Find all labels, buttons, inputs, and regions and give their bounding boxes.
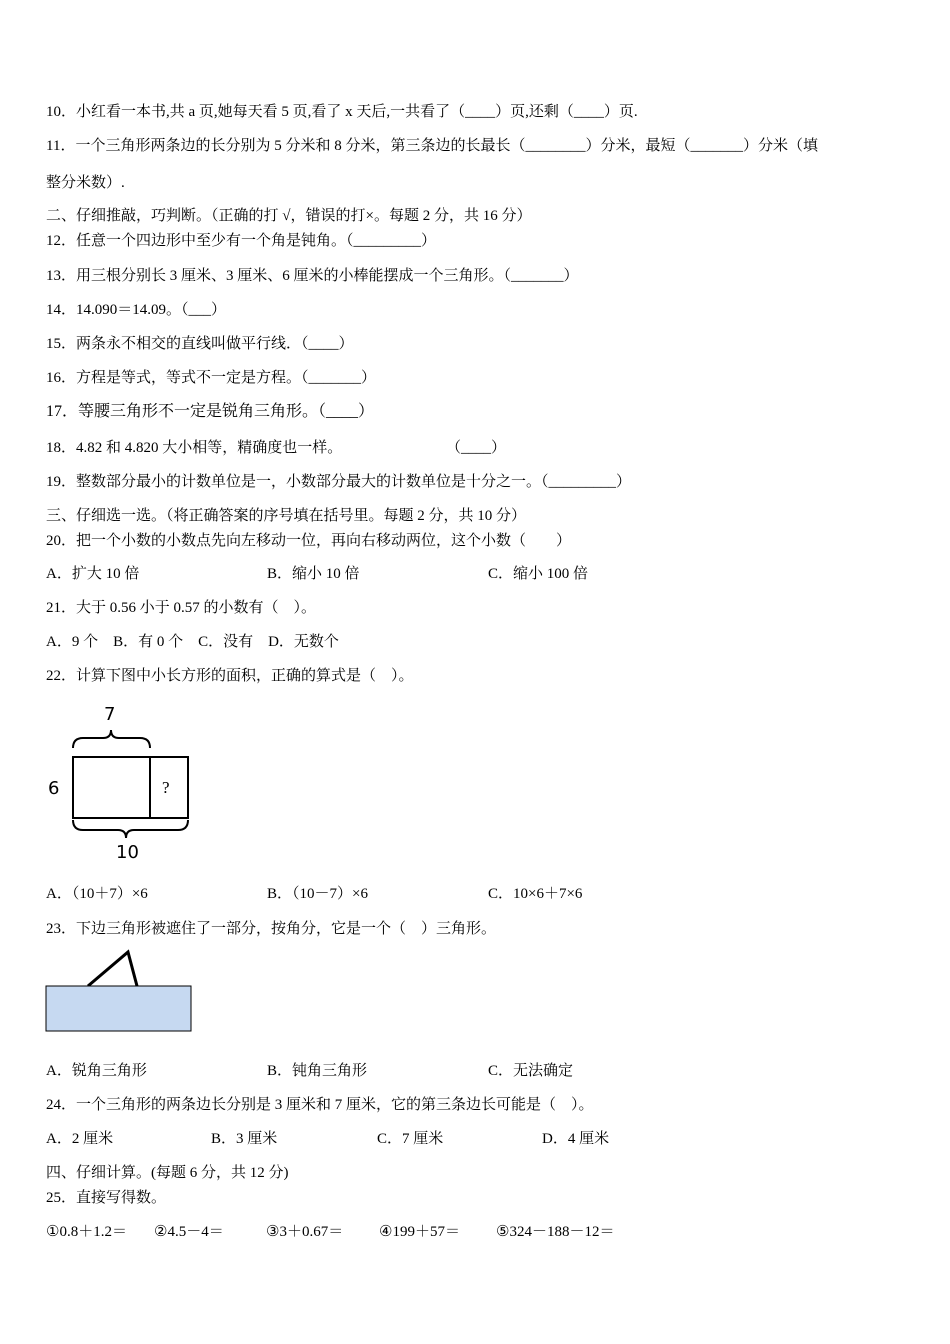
section-4-heading: 四、仔细计算。(每题 6 分，共 12 分) (46, 1165, 289, 1181)
q24-option-b: B．3 厘米 (211, 1131, 278, 1147)
label-top-7: 7 (104, 704, 116, 725)
question-18: 18．4.82 和 4.820 大小相等，精确度也一样。 (46, 440, 343, 456)
top-brace (73, 730, 150, 748)
q23-option-a: A．锐角三角形 (46, 1063, 147, 1079)
question-21: 21．大于 0.56 小于 0.57 的小数有（ ）。 (46, 600, 317, 616)
label-bottom-10: 10 (116, 842, 139, 863)
question-10: 10．小红看一本书,共 a 页,她每天看 5 页,看了 x 天后,一共看了（____）页,还剩（____）页. (46, 104, 638, 120)
q24-option-c: C．7 厘米 (377, 1131, 444, 1147)
q25-item-3: ③3＋0.67＝ (266, 1224, 344, 1240)
question-23: 23．下边三角形被遮住了一部分，按角分，它是一个（ ）三角形。 (46, 921, 497, 937)
question-11-cont: 整分米数）. (46, 175, 125, 191)
label-left-6: 6 (48, 778, 60, 799)
q22-option-c: C．10×6＋7×6 (488, 886, 583, 902)
triangle-tip (88, 952, 137, 986)
question-25: 25．直接写得数。 (46, 1190, 167, 1206)
q23-option-c: C．无法确定 (488, 1063, 574, 1079)
question-16: 16．方程是等式，等式不一定是方程。（_______） (46, 370, 377, 386)
q24-option-a: A．2 厘米 (46, 1131, 114, 1147)
q22-option-b: B．（10－7）×6 (267, 886, 368, 902)
bottom-brace (73, 820, 188, 838)
q21-options: A．9 个 B．有 0 个 C．没有 D．无数个 (46, 634, 339, 650)
q25-item-4: ④199＋57＝ (379, 1224, 460, 1240)
question-22: 22．计算下图中小长方形的面积，正确的算式是（ ）。 (46, 668, 414, 684)
q25-item-2: ②4.5－4＝ (154, 1224, 224, 1240)
q25-item-5: ⑤324－188－12＝ (496, 1224, 615, 1240)
q20-option-a: A．扩大 10 倍 (46, 566, 140, 582)
question-19: 19．整数部分最小的计数单位是一，小数部分最大的计数单位是十分之一。（_________） (46, 474, 632, 490)
big-rectangle (73, 757, 188, 818)
q23-hidden-triangle-figure (40, 945, 200, 1040)
question-13: 13．用三根分别长 3 厘米、3 厘米、6 厘米的小棒能摆成一个三角形。（_______） (46, 268, 579, 284)
q25-item-1: ①0.8＋1.2＝ (46, 1224, 127, 1240)
cover-rectangle (46, 986, 191, 1031)
question-11: 11．一个三角形两条边的长分别为 5 分米和 8 分米，第三条边的长最长（________）分米，最短（_______）分米（填 (46, 138, 818, 154)
question-18-blank: （____） (446, 440, 507, 456)
q23-option-b: B．钝角三角形 (267, 1063, 368, 1079)
section-2-heading: 二、仔细推敲，巧判断。（正确的打 √，错误的打×。每题 2 分，共 16 分） (46, 208, 532, 224)
question-14: 14．14.090＝14.09。（___） (46, 302, 227, 318)
question-20: 20．把一个小数的小数点先向左移动一位，再向右移动两位，这个小数（ ） (46, 533, 572, 549)
q20-option-c: C．缩小 100 倍 (488, 566, 589, 582)
question-12: 12．任意一个四边形中至少有一个角是钝角。（_________） (46, 233, 437, 249)
label-unknown: ? (162, 778, 170, 797)
q22-option-a: A．（10＋7）×6 (46, 886, 148, 902)
section-3-heading: 三、仔细选一选。（将正确答案的序号填在括号里。每题 2 分，共 10 分） (46, 508, 527, 524)
question-15: 15．两条永不相交的直线叫做平行线．（____） (46, 336, 354, 352)
question-17: 17．等腰三角形不一定是锐角三角形。（____） (46, 403, 375, 420)
q20-option-b: B．缩小 10 倍 (267, 566, 360, 582)
question-24: 24．一个三角形的两条边长分别是 3 厘米和 7 厘米，它的第三条边长可能是（ ）。 (46, 1097, 594, 1113)
q24-option-d: D．4 厘米 (542, 1131, 610, 1147)
